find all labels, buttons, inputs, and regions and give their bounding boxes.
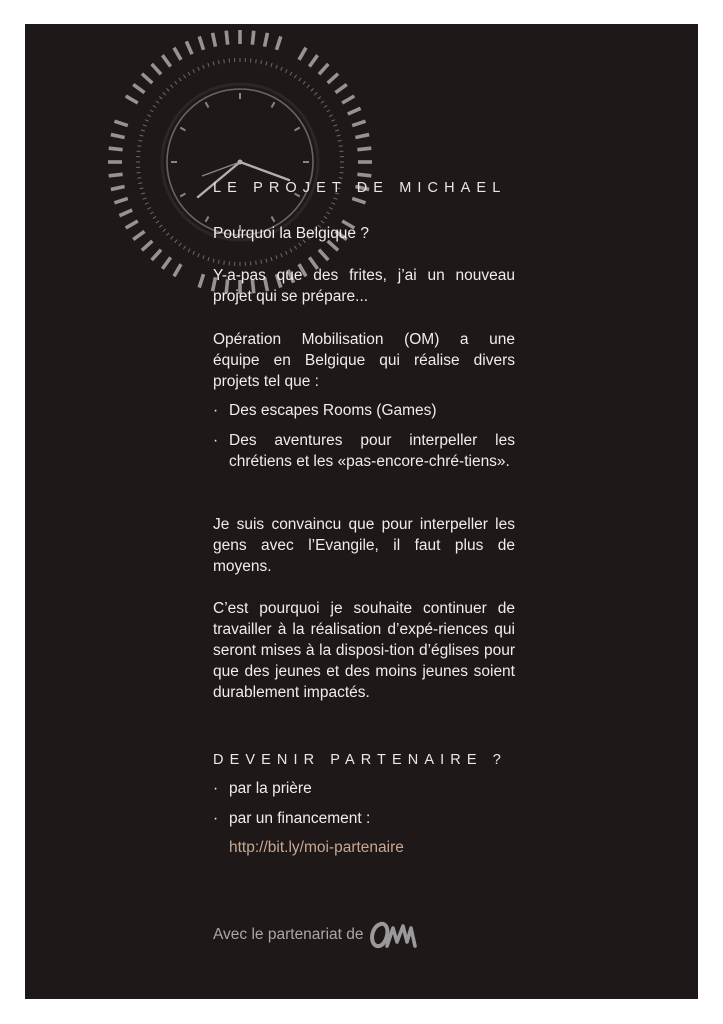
clock-tick [203, 255, 204, 259]
clock-tick [309, 55, 317, 66]
list-item [213, 808, 515, 829]
conviction-paragraph: Je suis convaincu que pour interpeller les gens avec l’Evangile, il faut plus de moyens. [213, 516, 515, 575]
clock-tick [111, 135, 125, 138]
clock-tick [198, 253, 200, 257]
clock-tick [357, 148, 371, 149]
clock-tick [141, 193, 145, 194]
clock-tick [276, 65, 277, 69]
list-item [213, 400, 515, 421]
clock-tick [266, 62, 267, 66]
clock-tick [335, 130, 339, 131]
clock-tick [142, 74, 152, 83]
clock-tick [133, 84, 144, 92]
clock-tick [266, 259, 267, 263]
clock-tick [109, 174, 123, 175]
clock-tick [150, 110, 153, 112]
list-item [213, 778, 515, 799]
clock-tick [193, 251, 195, 255]
clock-tick [145, 120, 149, 122]
clock-tick [208, 63, 209, 67]
clock-tick [213, 62, 214, 66]
clock-tick [271, 257, 272, 261]
clock-tick [126, 96, 138, 103]
clock-tick [140, 135, 144, 136]
clock-tick [109, 148, 123, 149]
clock-tick [183, 75, 185, 78]
clock-tick [327, 110, 330, 112]
clock-tick [145, 203, 149, 205]
clock-tick [114, 121, 127, 125]
clock-tick [179, 78, 181, 81]
clock-tick [199, 36, 203, 49]
clock-tick [162, 55, 170, 66]
partner-link[interactable]: http://bit.ly/moi-partenaire [229, 839, 404, 856]
clock-tick [137, 178, 141, 179]
clock-tick [114, 198, 127, 202]
clock-tick [352, 198, 365, 202]
clock-tick [352, 121, 365, 125]
clock-tick [163, 229, 166, 232]
clock-tick [175, 240, 178, 243]
clock-tick [203, 65, 204, 69]
list-item [213, 430, 515, 472]
list-item-text: par un financement : [229, 810, 371, 827]
clock-tick [137, 146, 141, 147]
om-paragraph [213, 329, 515, 392]
clock-tick [311, 88, 314, 91]
clock-tick [188, 72, 190, 75]
footer-text: Avec le partenariat de [213, 926, 364, 943]
clock-tick [199, 274, 203, 287]
clock-tick [138, 183, 142, 184]
clock-tick [206, 102, 209, 107]
clock-tick [355, 135, 369, 138]
clock-tick [156, 101, 159, 103]
clock-tick [213, 33, 216, 47]
clock-tick [318, 97, 321, 100]
clock-tick [170, 236, 173, 239]
list-item-text: par la prière [229, 780, 312, 797]
project-list [213, 400, 515, 481]
clock-tick [290, 249, 292, 252]
clock-tick [206, 217, 209, 222]
clock-tick [338, 140, 342, 141]
clock-tick [143, 198, 147, 199]
clock-tick [174, 264, 181, 276]
clock-tick [337, 135, 341, 136]
clock-tick [303, 81, 306, 84]
list-item-text: Des aventures pour interpeller les chrétiens et les «pas-encore-chré-tiens». [229, 432, 515, 470]
clock-tick [335, 84, 346, 92]
clock-tick [319, 250, 328, 260]
clock-tick [348, 108, 361, 114]
clock-tick [276, 36, 280, 49]
clock-tick [294, 246, 296, 249]
flyer-page [25, 24, 698, 999]
clock-tick [170, 85, 173, 88]
clock-tick [329, 207, 333, 209]
clock-tick [276, 255, 277, 259]
clock-tick [294, 75, 296, 78]
clock-tick [213, 259, 214, 263]
clock-tick [218, 260, 219, 264]
clock-tick [198, 67, 200, 71]
clock-tick [265, 33, 268, 47]
om-line: projets tel que : [213, 373, 319, 390]
clock-tick [314, 92, 317, 95]
clock-tick [175, 81, 178, 84]
clock-tick [329, 115, 333, 117]
clock-tick [333, 125, 337, 126]
clock-tick [156, 221, 159, 223]
clock-tick [324, 216, 327, 218]
clock-tick [226, 31, 227, 45]
clock-tick [290, 72, 292, 75]
clock-tick [272, 102, 275, 107]
clock-tick [111, 187, 125, 190]
clock-tick [208, 257, 209, 261]
clock-tick [299, 48, 306, 60]
clock-tick [193, 69, 195, 73]
partner-list [213, 778, 515, 838]
clock-tick [152, 64, 161, 74]
clock-tick [272, 217, 275, 222]
bullet-icon: · [213, 432, 219, 449]
clock-tick [166, 88, 169, 91]
clock-tick [152, 250, 161, 260]
clock-tick [153, 105, 156, 107]
clock-tick [331, 203, 335, 205]
question-line: Pourquoi la Belgique ? [213, 225, 369, 242]
clock-tick [183, 246, 185, 249]
clock-tick [150, 212, 153, 214]
clock-tick [261, 60, 262, 64]
clock-tick [142, 241, 152, 250]
bullet-icon: · [213, 780, 219, 797]
section-heading-partenaire: DEVENIR PARTENAIRE ? [213, 752, 507, 768]
list-item-text: Des escapes Rooms (Games) [229, 402, 437, 419]
clock-tick [256, 59, 257, 63]
clock-tick [295, 128, 300, 131]
clock-tick [126, 221, 138, 228]
clock-tick [163, 92, 166, 95]
bullet-icon: · [213, 810, 219, 827]
clock-tick [188, 249, 190, 252]
clock-tick [281, 67, 283, 71]
clock-tick [166, 233, 169, 236]
clock-tick [252, 31, 253, 45]
clock-tick [271, 63, 272, 67]
clock-tick [186, 41, 192, 54]
om-logo-icon [369, 920, 417, 950]
clock-tick [324, 105, 327, 107]
clock-tick [285, 69, 287, 73]
clock-tick [138, 140, 142, 141]
clock-tick [261, 260, 262, 264]
clock-tick [143, 125, 147, 126]
clock-tick [119, 210, 132, 216]
clock-tick [179, 243, 181, 246]
clock-tick [328, 74, 338, 83]
clock-tick [339, 146, 343, 147]
footer-partnership [213, 920, 417, 950]
clock-tick [147, 207, 151, 209]
clock-tick [342, 96, 354, 103]
clock-tick [299, 78, 301, 81]
clock-tick [180, 194, 185, 197]
clock-tick [331, 120, 335, 122]
clock-tick [319, 64, 328, 74]
om-line: Opération Mobilisation (OM) a une [213, 331, 515, 348]
clock-tick [321, 101, 324, 103]
om-line: équipe en Belgique qui réalise divers [213, 352, 515, 369]
clock-tick [133, 231, 144, 239]
clock-tick [147, 115, 151, 117]
clock-tick [140, 188, 144, 189]
bullet-icon: · [213, 402, 219, 419]
clock-tick [141, 130, 145, 131]
clock-tick [159, 97, 162, 100]
goal-paragraph: C’est pourquoi je souhaite continuer de travailler à la réalisation d’expé-riences qui seront mises à la disposi-tion d’églises pour que des jeunes et des moins jeunes soient durablement impactés. [213, 600, 515, 701]
intro-paragraph: Y-a-pas que des frites, j’ai un nouveau projet qui se prépare... [213, 267, 515, 305]
clock-tick [180, 128, 185, 131]
section-heading-projet: LE PROJET DE MICHAEL [213, 180, 507, 196]
clock-tick [159, 225, 162, 228]
clock-tick [218, 60, 219, 64]
clock-tick [162, 257, 170, 268]
clock-tick [153, 216, 156, 218]
clock-tick [281, 253, 283, 257]
clock-tick [174, 48, 181, 60]
clock-tick [327, 212, 330, 214]
clock-tick [357, 174, 371, 175]
clock-tick [224, 59, 225, 63]
clock-tick [285, 251, 287, 255]
clock-tick [307, 85, 310, 88]
